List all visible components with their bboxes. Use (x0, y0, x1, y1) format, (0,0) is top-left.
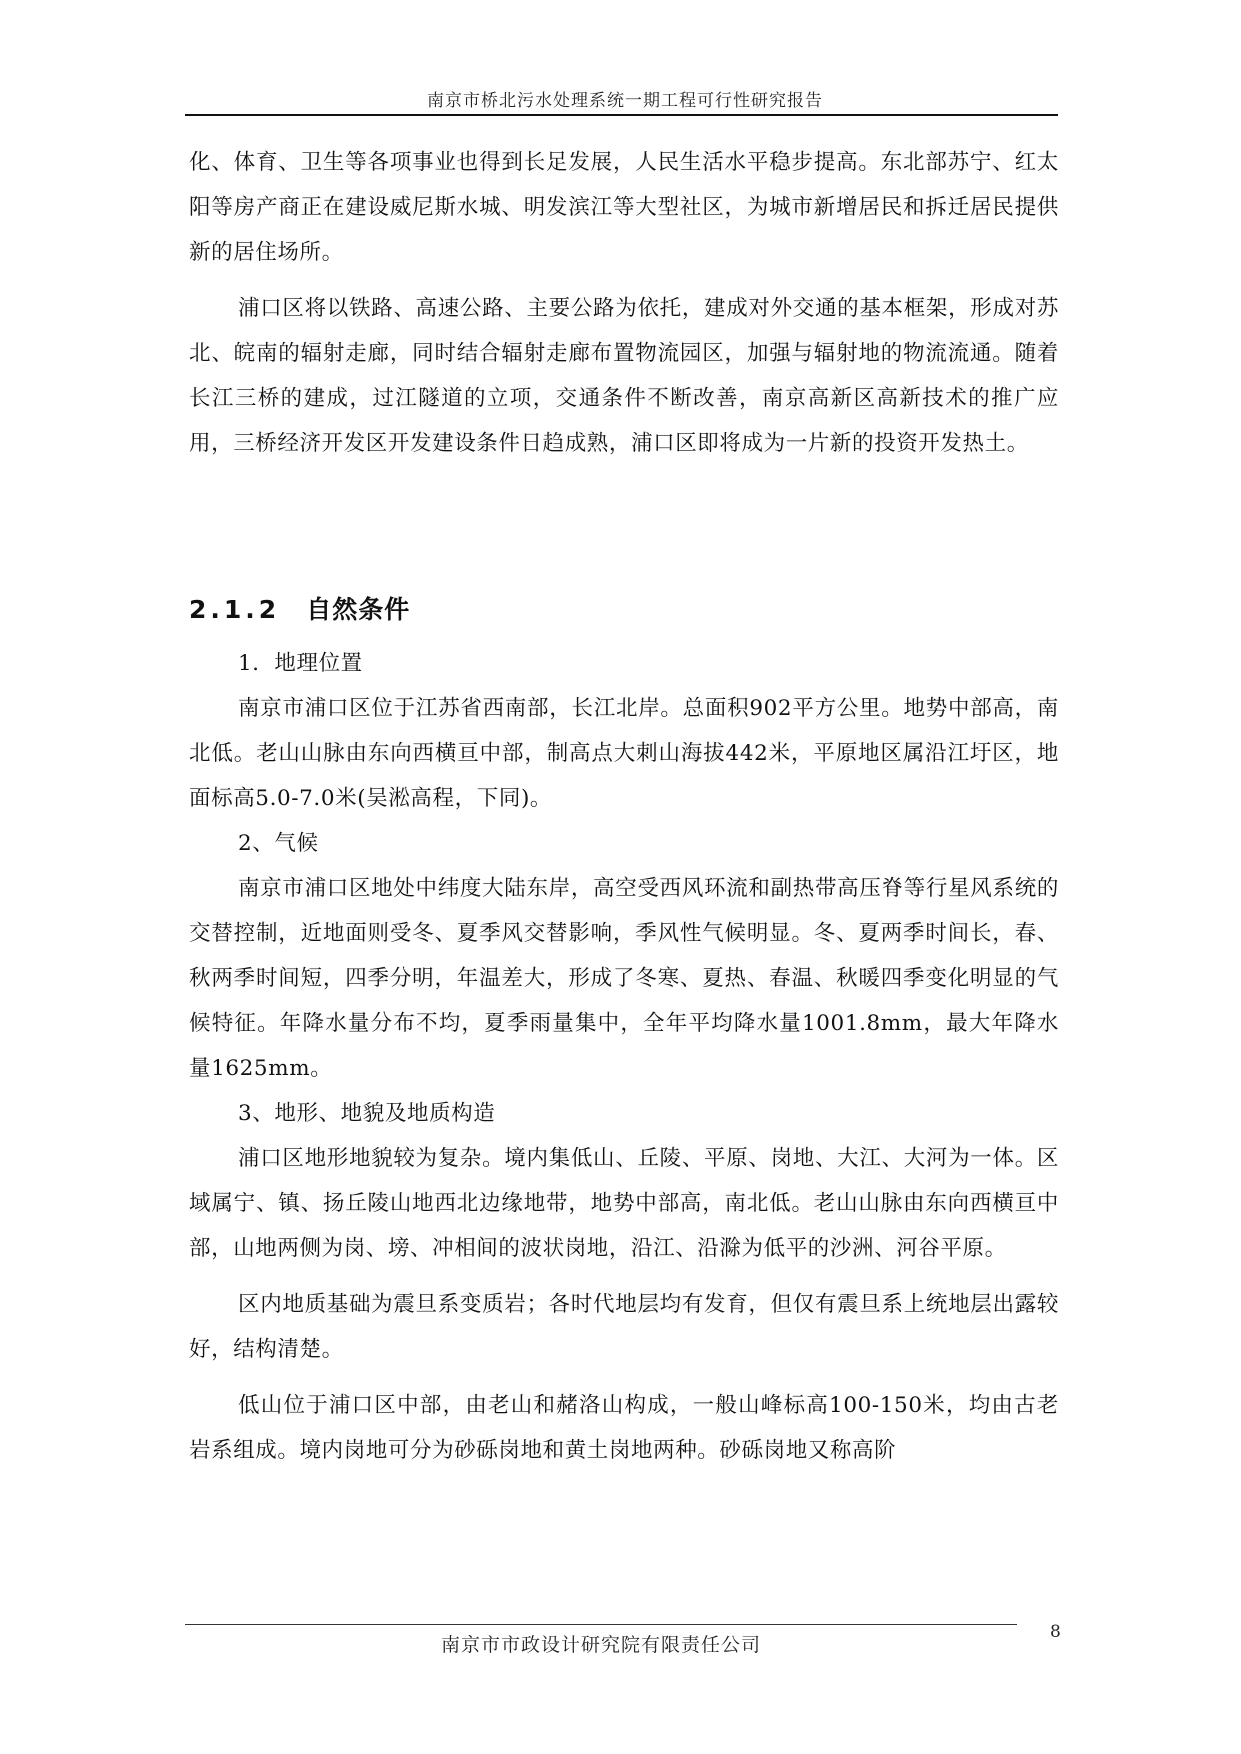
paragraph-location: 南京市浦口区位于江苏省西南部，长江北岸。总面积902平方公里。地势中部高，南北低。老山山脉由东向西横亘中部，制高点大刺山海拔442米，平原地区属沿江圩区，地面标高5.0-7.0米(吴淞高程，下同)。 (189, 696, 1059, 811)
paragraph-lowland: 低山位于浦口区中部，由老山和赭洛山构成，一般山峰标高100-150米，均由古老岩系组成。境内岗地可分为砂砾岗地和黄土岗地两种。砂砾岗地又称高阶 (189, 1393, 1059, 1463)
main-text-block (189, 641, 1059, 1473)
paragraph-climate: 南京市浦口区地处中纬度大陆东岸，高空受西风环流和副热带高压脊等行星风系统的交替控制，近地面则受冬、夏季风交替影响，季风性气候明显。冬、夏两季时间长，春、秋两季时间短，四季分明，年温差大，形成了冬寒、夏热、春温、秋暖四季变化明显的气候特征。年降水量分布不均，夏季雨量集中，全年平均降水量1001.8mm，最大年降水量1625mm。 (189, 876, 1059, 1081)
subheading-terrain: 3、地形、地貌及地质构造 (238, 1101, 496, 1126)
footer-rule (185, 1624, 1017, 1625)
paragraph-transport: 浦口区将以铁路、高速公路、主要公路为依托，建成对外交通的基本框架，形成对苏北、皖南的辐射走廊，同时结合辐射走廊布置物流园区，加强与辐射地的物流流通。随着长江三桥的建成，过江隧道的立项，交通条件不断改善，南京高新区高新技术的推广应用，三桥经济开发区开发建设条件日趋成熟，浦口区即将成为一片新的投资开发热土。 (189, 296, 1059, 456)
section-number: 2.1.2 (189, 595, 281, 624)
section-title: 自然条件 (306, 595, 411, 624)
footer-company: 南京市市政设计研究院有限责任公司 (440, 1634, 761, 1656)
section-heading (189, 590, 410, 626)
subheading-location: 1．地理位置 (238, 651, 363, 676)
running-header: 南京市桥北污水处理系统一期工程可行性研究报告 (427, 91, 823, 111)
paragraph-terrain: 浦口区地形地貌较为复杂。境内集低山、丘陵、平原、岗地、大江、大河为一体。区域属宁、镇、扬丘陵山地西北边缘地带，地势中部高，南北低。老山山脉由东向西横亘中部，山地两侧为岗、塝、冲相间的波状岗地，沿江、沿滁为低平的沙洲、河谷平原。 (189, 1146, 1059, 1261)
top-text-block (189, 140, 1059, 466)
paragraph-continued: 化、体育、卫生等各项事业也得到长足发展，人民生活水平稳步提高。东北部苏宁、红太阳等房产商正在建设威尼斯水城、明发滨江等大型社区，为城市新增居民和拆迁居民提供新的居住场所。 (189, 150, 1059, 265)
page-number: 8 (1050, 1622, 1061, 1642)
paragraph-geology: 区内地质基础为震旦系变质岩；各时代地层均有发育，但仅有震旦系上统地层出露较好，结构清楚。 (189, 1292, 1059, 1362)
header-rule (185, 114, 1058, 116)
subheading-climate: 2、气候 (238, 831, 319, 856)
